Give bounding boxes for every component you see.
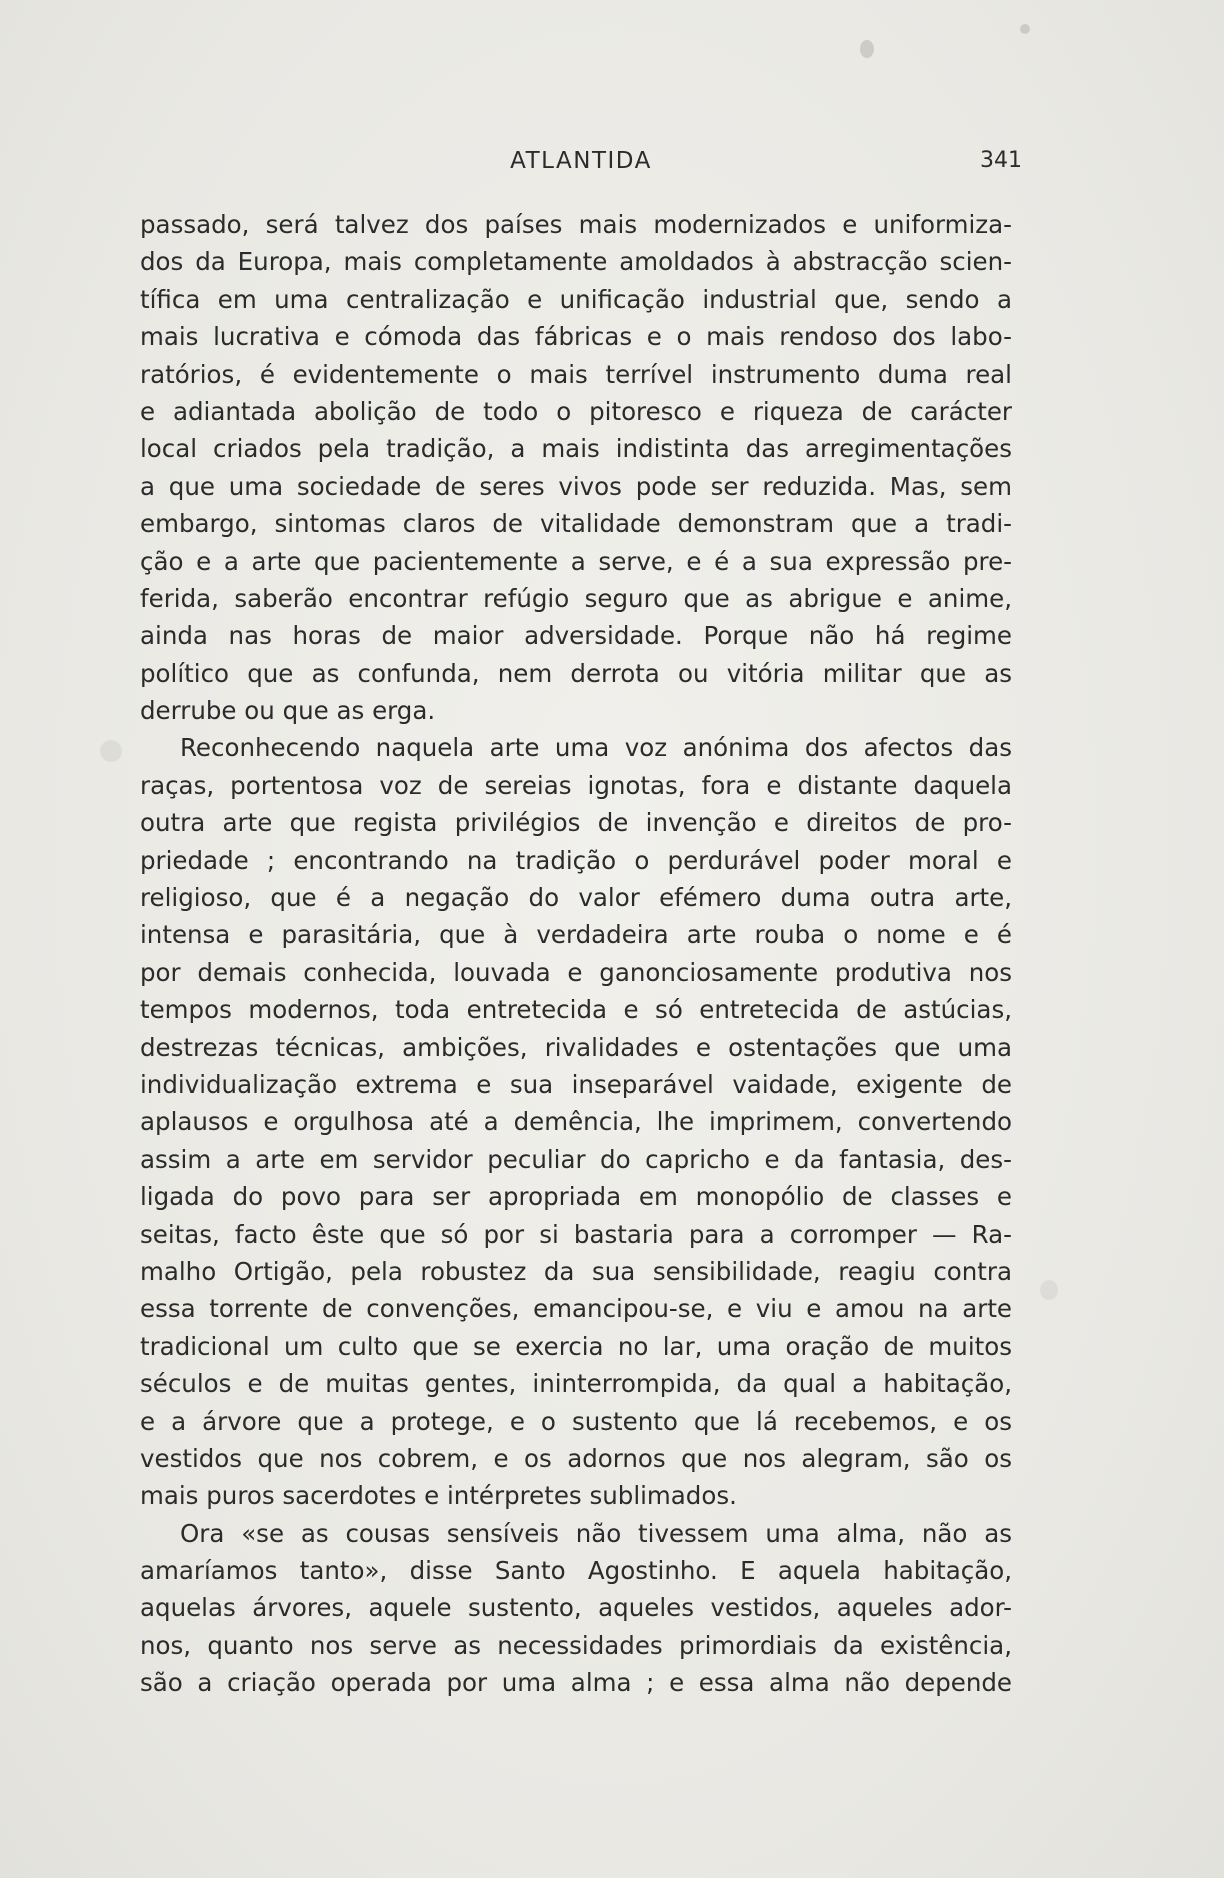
text-line: tempos modernos, toda entretecida e só entretecida de astúcias, (140, 995, 1012, 1025)
text-line: ligada do povo para ser apropriada em monopólio de classes e (140, 1182, 1012, 1212)
text-line: amaríamos tanto», disse Santo Agostinho. E aquela habitação, (140, 1556, 1012, 1586)
text-line: aquelas árvores, aquele sustento, aqueles vestidos, aqueles ador- (140, 1593, 1012, 1623)
text-line: nos, quanto nos serve as necessidades primordiais da existência, (140, 1630, 1012, 1660)
text-line: ratórios, é evidentemente o mais terrível instrumento duma real (140, 359, 1012, 389)
text-line: local criados pela tradição, a mais indistinta das arregimentações (140, 434, 1012, 464)
text-line: Ora «se as cousas sensíveis não tivessem uma alma, não as (180, 1518, 1012, 1548)
text-line: mais lucrativa e cómoda das fábricas e o mais rendoso dos labo- (140, 322, 1012, 352)
text-line: essa torrente de convenções, emancipou-se, e viu e amou na arte (140, 1294, 1012, 1324)
paper-speck (1040, 1280, 1058, 1300)
text-line: aplausos e orgulhosa até a demência, lhe imprimem, convertendo (140, 1107, 1012, 1137)
text-line: ção e a arte que pacientemente a serve, e é a sua expressão pre- (140, 546, 1012, 576)
running-title: ATLANTIDA (510, 148, 652, 174)
text-line: assim a arte em servidor peculiar do capricho e da fantasia, des- (140, 1144, 1012, 1174)
text-line: destrezas técnicas, ambições, rivalidades e ostentações que uma (140, 1032, 1012, 1062)
text-line: raças, portentosa voz de sereias ignotas, fora e distante daquela (140, 770, 1012, 800)
text-line: político que as confunda, nem derrota ou vitória militar que as (140, 658, 1012, 688)
paper-speck (100, 740, 122, 762)
text-line: seitas, facto êste que só por si bastaria para a corromper — Ra- (140, 1219, 1012, 1249)
text-line: priedade ; encontrando na tradição o perdurável poder moral e (140, 845, 1012, 875)
text-line: e adiantada abolição de todo o pitoresco e riqueza de carácter (140, 396, 1012, 426)
paper-speck (1020, 24, 1030, 34)
text-line: séculos e de muitas gentes, ininterrompida, da qual a habitação, (140, 1369, 1012, 1399)
text-line: vestidos que nos cobrem, e os adornos que nos alegram, são os (140, 1443, 1012, 1473)
running-head (140, 148, 1022, 188)
text-line: Reconhecendo naquela arte uma voz anónima dos afectos das (180, 733, 1012, 763)
text-line: e a árvore que a protege, e o sustento que lá recebemos, e os (140, 1406, 1012, 1436)
text-line: são a criação operada por uma alma ; e essa alma não depende (140, 1668, 1012, 1698)
text-line: dos da Europa, mais completamente amoldados à abstracção scien- (140, 247, 1012, 277)
text-line: por demais conhecida, louvada e ganonciosamente produtiva nos (140, 957, 1012, 987)
body-text (140, 206, 1012, 1702)
text-line: ainda nas horas de maior adversidade. Porque não há regime (140, 621, 1012, 651)
text-line: religioso, que é a negação do valor efémero duma outra arte, (140, 883, 1012, 913)
text-line: malho Ortigão, pela robustez da sua sensibilidade, reagiu contra (140, 1256, 1012, 1286)
text-line: intensa e parasitária, que à verdadeira arte rouba o nome e é (140, 920, 1012, 950)
text-line: tradicional um culto que se exercia no lar, uma oração de muitos (140, 1331, 1012, 1361)
paper-speck (860, 40, 874, 58)
text-line: individualização extrema e sua inseparável vaidade, exigente de (140, 1069, 1012, 1099)
text-line: outra arte que regista privilégios de invenção e direitos de pro- (140, 808, 1012, 838)
text-line: a que uma sociedade de seres vivos pode ser reduzida. Mas, sem (140, 471, 1012, 501)
text-line: passado, será talvez dos países mais modernizados e uniformiza- (140, 210, 1012, 239)
page-number: 341 (980, 148, 1022, 173)
text-line: tífica em uma centralização e unificação industrial que, sendo a (140, 284, 1012, 314)
text-line: derrube ou que as erga. (140, 696, 436, 726)
text-line: embargo, sintomas claros de vitalidade demonstram que a tradi- (140, 509, 1012, 539)
text-line: mais puros sacerdotes e intérpretes sublimados. (140, 1481, 737, 1511)
text-line: ferida, saberão encontrar refúgio seguro que as abrigue e anime, (140, 583, 1012, 613)
